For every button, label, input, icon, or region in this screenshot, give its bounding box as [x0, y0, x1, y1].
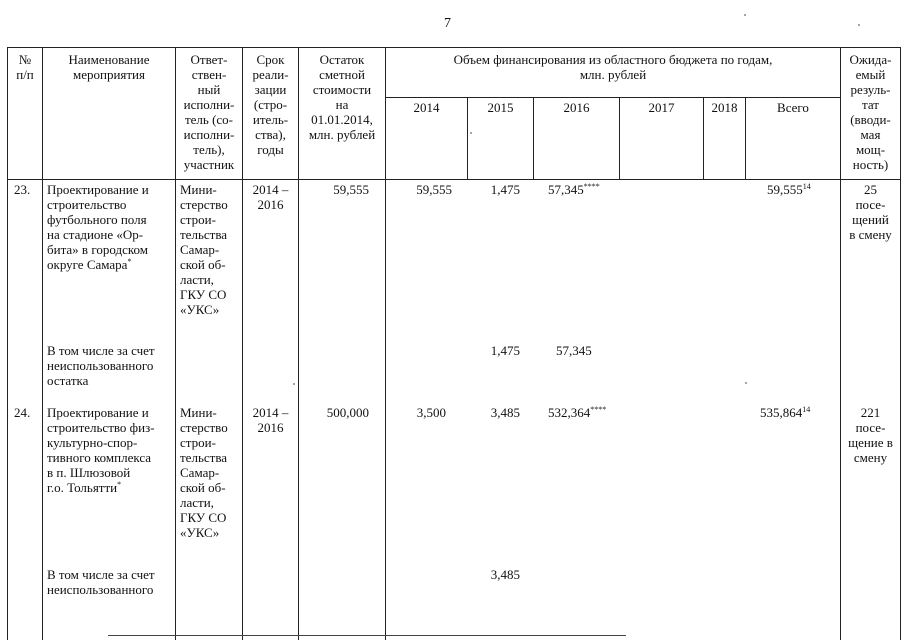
- row-result: 25 посе- щений в смену: [849, 182, 892, 242]
- row-2015: 3,485: [490, 405, 520, 420]
- header-2015: 2015: [487, 100, 514, 115]
- row-2016: 57,345: [556, 343, 592, 358]
- col-line: [7, 47, 8, 640]
- row-term: 2014 – 2016: [252, 405, 289, 435]
- header-num: № п/п: [16, 52, 34, 82]
- scan-speck: [470, 132, 472, 134]
- row-number: 23.: [14, 182, 31, 197]
- scan-speck: [745, 382, 747, 384]
- row-name: Проектирование и строительство физ- культурно-спор- тивного комплекса в п. Шлюзовой г.о. Тольятти*: [47, 405, 155, 495]
- row-2015: 1,475: [490, 343, 520, 358]
- header-2018: 2018: [711, 100, 738, 115]
- row-balance: 500,000: [326, 405, 369, 420]
- scan-speck: [293, 383, 295, 385]
- footnote-rule: [108, 635, 626, 636]
- row-2015: 3,485: [490, 567, 520, 582]
- scan-speck: [858, 24, 860, 26]
- page-number: 7: [444, 16, 451, 31]
- row-total: 59,555$^{14}$: [767, 182, 811, 197]
- row-2016: 57,345****: [548, 182, 600, 197]
- header-name: Наименование мероприятия: [68, 52, 150, 82]
- header-funding: Объем финансирования из областного бюджета по годам, млн. рублей: [453, 52, 773, 82]
- col-line: [385, 47, 386, 640]
- row-name: В том числе за счет неиспользованного остатка: [47, 343, 155, 388]
- row-number: 24.: [14, 405, 31, 420]
- row-2015: 1,475: [490, 182, 520, 197]
- header-2017: 2017: [648, 100, 675, 115]
- scan-speck: [744, 14, 746, 16]
- row-balance: 59,555: [333, 182, 369, 197]
- header-result: Ожида- емый резуль- тат (вводи- мая мощ- ность): [849, 52, 892, 172]
- row-name: Проектирование и строительство футбольного поля на стадионе «Ор- бита» в городском округе Самара*: [47, 182, 149, 272]
- row-2014: 3,500: [416, 405, 446, 420]
- header-2014: 2014: [413, 100, 440, 115]
- row-result: 221 посе- щение в смену: [848, 405, 893, 465]
- row-term: 2014 – 2016: [252, 182, 289, 212]
- rule-years: [385, 97, 840, 98]
- row-name: В том числе за счет неиспользованного: [47, 567, 155, 597]
- header-resp: Ответ- ствен- ный исполни- тель (со- исполни- тель), участник: [183, 52, 235, 172]
- row-2016: 532,364****: [548, 405, 607, 420]
- col-line: [42, 47, 43, 640]
- row-total: 535,864$^{14}$: [760, 405, 811, 420]
- col-line: [900, 47, 901, 640]
- header-term: Срок реали- зации (стро- итель- ства), годы: [252, 52, 289, 157]
- row-responsible: Мини- стерство строи- тельства Самар- ской об- ласти, ГКУ СО «УКС»: [180, 405, 228, 540]
- header-balance: Остаток сметной стоимости на 01.01.2014, млн. рублей: [308, 52, 376, 142]
- header-total: Всего: [777, 100, 809, 115]
- header-2016: 2016: [563, 100, 590, 115]
- rule-top: [7, 47, 900, 48]
- row-responsible: Мини- стерство строи- тельства Самар- ской об- ласти, ГКУ СО «УКС»: [180, 182, 228, 317]
- row-2014: 59,555: [416, 182, 452, 197]
- rule-header-bottom: [7, 179, 900, 180]
